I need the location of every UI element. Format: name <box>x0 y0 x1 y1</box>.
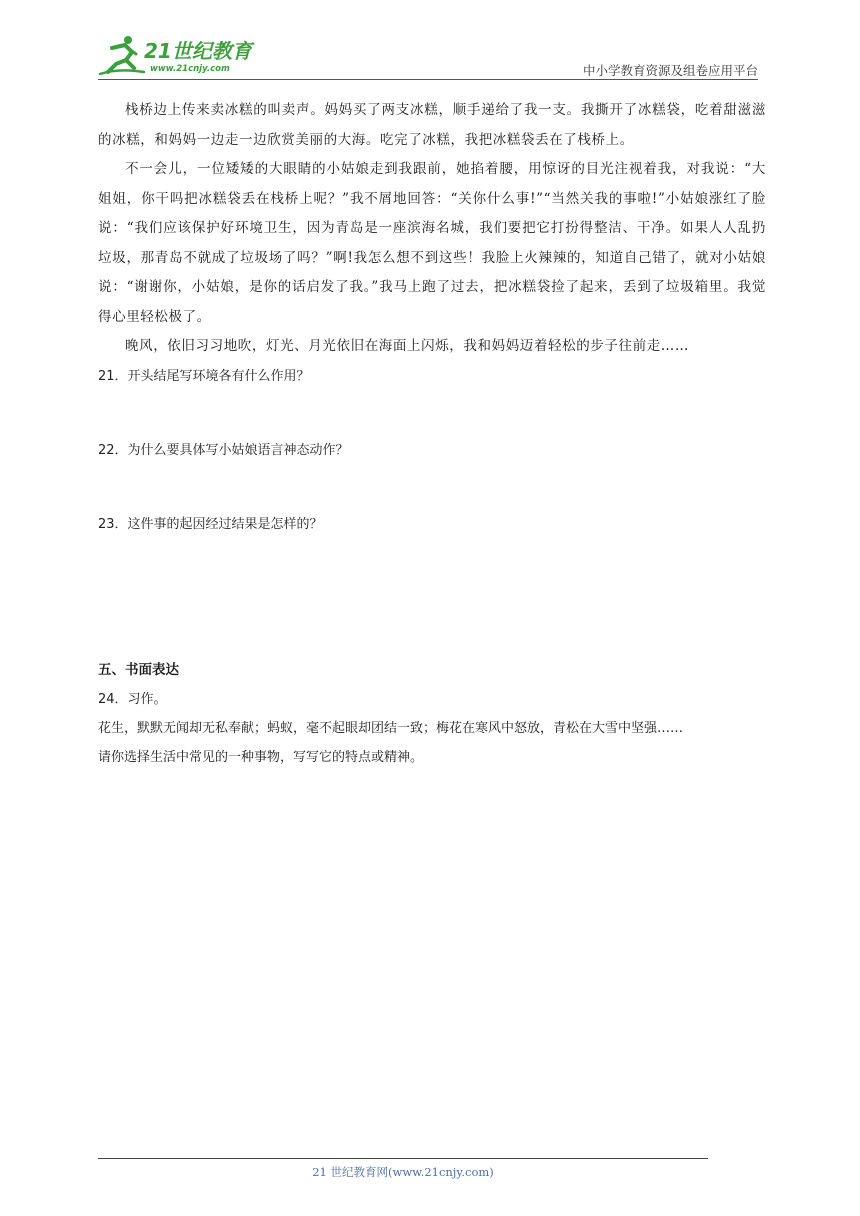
page-header <box>98 34 758 80</box>
question-24: 24．习作。 <box>98 691 167 707</box>
section-title: 五、书面表达 <box>98 661 179 678</box>
passage-paragraph-2: 不一会儿，一位矮矮的大眼睛的小姑娘走到我跟前，她掐着腰，用惊讶的目光注视着我，对我说：“大姐姐，你干吗把冰糕袋丢在栈桥上呢？”我不屑地回答：“关你什么事!”“当然关我的事啦!”小姑娘涨红了脸说：“我们应该保护好环境卫生，因为青岛是一座滨海名城，我们要把它打扮得整洁、干净。如果人人乱扔垃圾，那青岛不就成了垃圾场了吗？”啊!我怎么想不到这些！我脸上火辣辣的，知道自己错了，就对小姑娘说：“谢谢你，小姑娘，是你的话启发了我。”我马上跑了过去，把冰糕袋捡了起来，丢到了垃圾箱里。我觉得心里轻松极了。 <box>98 161 766 325</box>
answer-space-21 <box>98 391 766 436</box>
writing-prompt-line-2: 请你选择生活中常见的一种事物，写写它的特点或精神。 <box>98 749 424 765</box>
logo-url: www.21cnjy.com <box>150 64 230 74</box>
platform-title: 中小学教育资源及组卷应用平台 <box>582 63 758 78</box>
footer-text: 21 世纪教育网(www.21cnjy.com) <box>312 1165 494 1179</box>
page-content <box>98 96 766 772</box>
logo-text: 21世纪教育 <box>144 39 252 63</box>
question-22: 22．为什么要具体写小姑娘语言神态动作？ <box>98 442 349 458</box>
footer-divider <box>98 1158 708 1159</box>
answer-space-23 <box>98 539 766 656</box>
header-divider <box>98 79 758 80</box>
writing-prompt-line-1: 花生，默默无闻却无私奉献；蚂蚁，毫不起眼却团结一致；梅花在寒风中怒放，青松在大雪中坚强…… <box>98 720 684 736</box>
logo <box>98 34 258 78</box>
runner-icon <box>100 36 144 74</box>
question-21: 21．开头结尾写环境各有什么作用？ <box>98 368 310 384</box>
passage-paragraph-1: 栈桥边上传来卖冰糕的叫卖声。妈妈买了两支冰糕，顺手递给了我一支。我撕开了冰糕袋，吃着甜滋滋的冰糕，和妈妈一边走一边欣赏美丽的大海。吃完了冰糕，我把冰糕袋丢在了栈桥上。 <box>98 102 766 148</box>
passage-paragraph-3: 晚风，依旧习习地吹，灯光、月光依旧在海面上闪烁，我和妈妈迈着轻松的步子往前走…… <box>125 338 689 354</box>
question-23: 23．这件事的起因经过结果是怎样的？ <box>98 516 323 532</box>
answer-space-22 <box>98 465 766 510</box>
